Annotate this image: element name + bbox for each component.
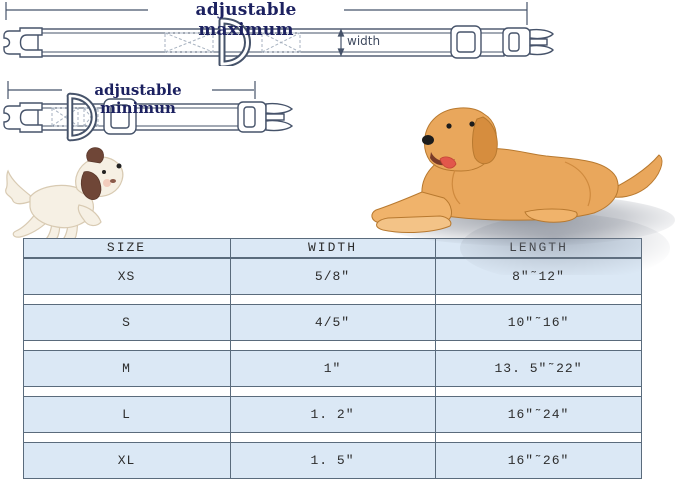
cell-width: 5/8" [314, 269, 351, 284]
table-row-s [23, 304, 642, 341]
table-row-m [23, 350, 642, 387]
cell-size: S [122, 315, 131, 330]
puppy-tail [6, 171, 32, 204]
cell-width: 1" [323, 361, 342, 376]
cell-width: 4/5" [314, 315, 351, 330]
puppy-ear-up [87, 148, 104, 163]
cell-width: 1. 2" [310, 407, 355, 422]
cell-width: 1. 5" [310, 453, 355, 468]
clip-male [503, 28, 553, 56]
puppy-illustration [0, 145, 145, 245]
puppy-nose [117, 164, 122, 169]
cell-length: 16"˜26" [507, 453, 570, 468]
table-divider-1 [230, 238, 231, 479]
golden-retriever-illustration [360, 100, 675, 275]
header-width: WIDTH [307, 240, 357, 255]
size-table [23, 238, 642, 485]
cell-size: L [122, 407, 131, 422]
cell-size: XS [117, 269, 136, 284]
width-label: width [347, 34, 381, 48]
table-border-left [23, 238, 24, 479]
header-size: SIZE [106, 240, 147, 255]
cell-length: 16"˜24" [507, 407, 570, 422]
puppy-mouth [110, 179, 116, 183]
cell-length: 8"˜12" [512, 269, 565, 284]
table-row-xl [23, 442, 642, 479]
puppy-eye [102, 170, 106, 174]
cell-length: 10"˜16" [507, 315, 570, 330]
adjustable-maximum-label: adjustable maximum [195, 0, 297, 40]
dog-eye-right [469, 121, 474, 126]
dog-nose [422, 135, 434, 145]
buckle-female [4, 103, 42, 132]
cell-size: M [122, 361, 131, 376]
buckle-female [4, 28, 42, 57]
slider-buckle [451, 26, 481, 58]
dog-eye-left [446, 123, 451, 128]
cell-size: XL [117, 453, 136, 468]
adjustable-minimum-label: adjustable minimun [94, 81, 182, 117]
clip-male [238, 102, 292, 132]
table-row-l [23, 396, 642, 433]
puppy-cheek [103, 179, 111, 187]
cell-length: 13. 5"˜22" [494, 361, 583, 376]
